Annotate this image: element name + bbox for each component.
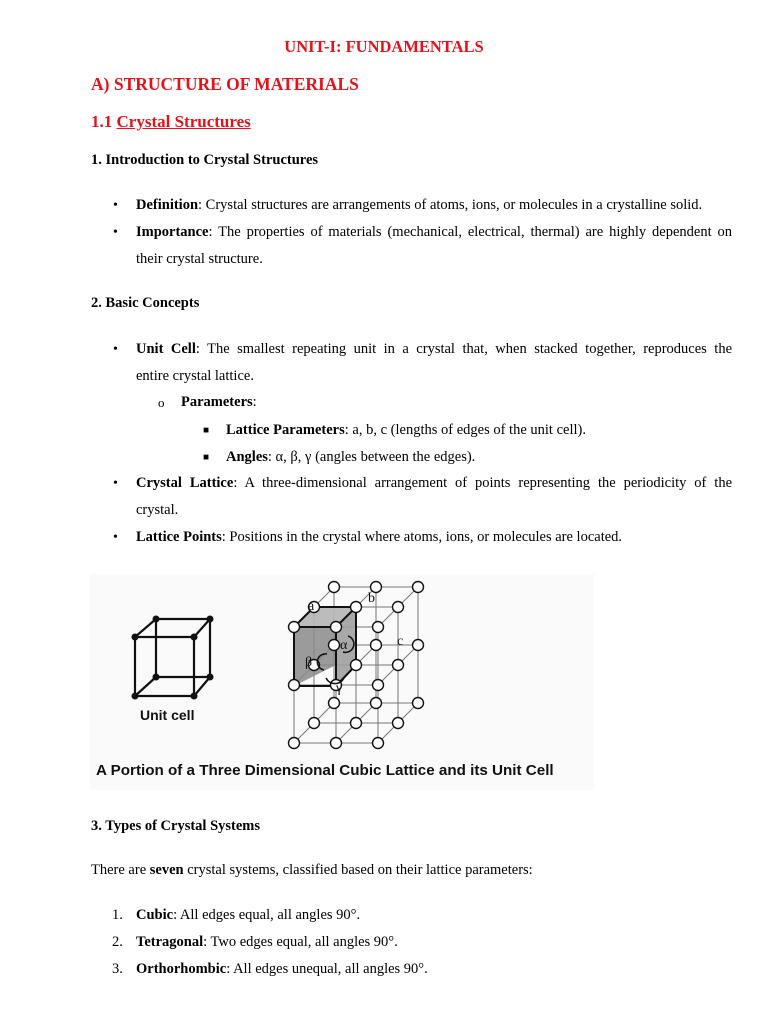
importance-item-line2: their crystal structure. — [136, 251, 263, 267]
unit-cell-label: Unit cell — [140, 707, 195, 723]
unit-cell-item-line1: Unit Cell: The smallest repeating unit in a crystal that, when stacked together, reproduces the — [136, 341, 733, 357]
unit-title: UNIT-I: FUNDAMENTALS — [284, 37, 484, 56]
subsection-title — [91, 112, 251, 132]
square-marker: ■ — [203, 425, 210, 436]
edge-b-label: b — [368, 591, 375, 606]
lattice-point — [329, 582, 340, 593]
lattice-point — [289, 738, 300, 749]
beta-label: β — [305, 655, 313, 670]
list-number: 2. — [112, 934, 123, 950]
subsection-title-text: Crystal Structures — [116, 112, 251, 131]
lattice-point — [413, 640, 424, 651]
basic-heading: 2. Basic Concepts — [91, 295, 200, 311]
lattice-point — [309, 718, 320, 729]
bullet-marker: • — [113, 476, 118, 491]
lattice-point — [371, 640, 382, 651]
edge-a-label: a — [308, 599, 315, 614]
lattice-points-item: Lattice Points: Positions in the crystal where atoms, ions, or molecules are located. — [136, 529, 623, 545]
square-marker: ■ — [203, 452, 210, 463]
lattice-point — [351, 718, 362, 729]
lattice-point — [289, 622, 300, 633]
lattice-point — [331, 738, 342, 749]
lattice-point — [351, 602, 362, 613]
lattice-point — [289, 680, 300, 691]
lattice-point — [373, 622, 384, 633]
lattice-point — [331, 622, 342, 633]
list-number: 3. — [112, 961, 123, 977]
circle-marker: o — [158, 395, 165, 410]
crystal-lattice-item-line2: crystal. — [136, 502, 179, 518]
bullet-marker: • — [113, 530, 118, 545]
lattice-point — [393, 602, 404, 613]
cubic-lattice-figure — [90, 574, 594, 790]
list-number: 1. — [112, 907, 123, 923]
tetragonal-item: Tetragonal: Two edges equal, all angles 90°. — [136, 934, 398, 950]
lattice-point — [413, 698, 424, 709]
cubic-item: Cubic: All edges equal, all angles 90°. — [136, 907, 361, 923]
types-intro: There are seven crystal systems, classified based on their lattice parameters: — [91, 862, 533, 878]
lattice-point — [393, 660, 404, 671]
bullet-marker: • — [113, 342, 118, 357]
unit-cell-item-line2: entire crystal lattice. — [136, 368, 254, 384]
angles-item: Angles: α, β, γ (angles between the edges). — [226, 449, 476, 465]
lattice-point — [413, 582, 424, 593]
parameters-item: Parameters: — [181, 394, 257, 410]
intro-heading: 1. Introduction to Crystal Structures — [91, 152, 319, 168]
bullet-marker: • — [113, 225, 118, 240]
figure-caption: A Portion of a Three Dimensional Cubic Lattice and its Unit Cell — [96, 762, 554, 779]
crystal-lattice-item-line1: Crystal Lattice: A three-dimensional arrangement of points representing the periodicity of the — [136, 475, 733, 491]
importance-item-line1: Importance: The properties of materials (mechanical, electrical, thermal) are highly dependent on — [136, 224, 732, 240]
types-heading: 3. Types of Crystal Systems — [91, 818, 261, 834]
subsection-number: 1.1 — [91, 112, 117, 131]
alpha-label: α — [340, 638, 348, 653]
lattice-point — [329, 698, 340, 709]
lattice-point — [371, 698, 382, 709]
lattice-point — [393, 718, 404, 729]
edge-c-label: c — [397, 634, 404, 649]
lattice-point — [351, 660, 362, 671]
orthorhombic-item: Orthorhombic: All edges unequal, all angles 90°. — [136, 961, 428, 977]
lattice-point — [373, 680, 384, 691]
bullet-marker: • — [113, 198, 118, 213]
section-title: A) STRUCTURE OF MATERIALS — [91, 74, 359, 94]
lattice-point — [373, 738, 384, 749]
lattice-point — [329, 640, 340, 651]
lattice-parameters-item: Lattice Parameters: a, b, c (lengths of edges of the unit cell). — [226, 422, 586, 438]
definition-item: Definition: Crystal structures are arrangements of atoms, ions, or molecules in a crystalline solid. — [136, 197, 703, 213]
gamma-label: γ — [336, 681, 343, 696]
